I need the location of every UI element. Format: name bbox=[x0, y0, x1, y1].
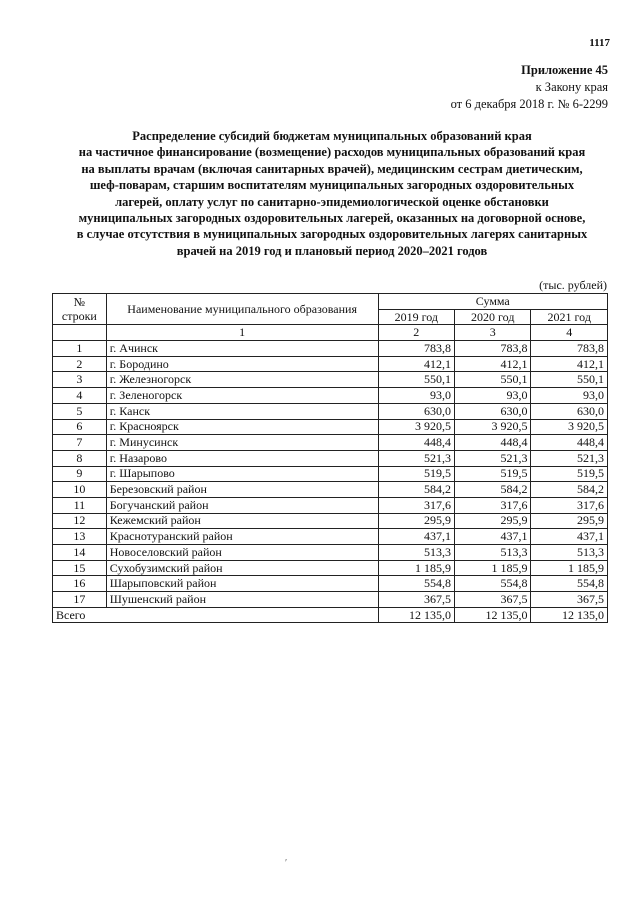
table-row bbox=[53, 356, 608, 372]
appendix-law: к Закону края bbox=[535, 80, 608, 94]
value-2021: 550,1 bbox=[531, 372, 608, 388]
value-2021: 448,4 bbox=[531, 435, 608, 451]
value-2020: 367,5 bbox=[455, 592, 531, 608]
value-2020: 295,9 bbox=[455, 513, 531, 529]
value-2021: 584,2 bbox=[531, 482, 608, 498]
municipality-name: Сухобузимский район bbox=[106, 560, 378, 576]
value-2021: 554,8 bbox=[531, 576, 608, 592]
value-2019: 437,1 bbox=[378, 529, 454, 545]
row-number: 4 bbox=[53, 388, 107, 404]
municipality-name: Краснотуранский район bbox=[106, 529, 378, 545]
row-number: 5 bbox=[53, 403, 107, 419]
value-2019: 584,2 bbox=[378, 482, 454, 498]
row-number: 8 bbox=[53, 450, 107, 466]
value-2019: 513,3 bbox=[378, 545, 454, 561]
table-row bbox=[53, 466, 608, 482]
table-row bbox=[53, 388, 608, 404]
row-number: 17 bbox=[53, 592, 107, 608]
value-2021: 521,3 bbox=[531, 450, 608, 466]
value-2021: 3 920,5 bbox=[531, 419, 608, 435]
municipality-name: г. Железногорск bbox=[106, 372, 378, 388]
table-row bbox=[53, 529, 608, 545]
header-year-2020: 2020 год bbox=[455, 309, 531, 325]
value-2019: 367,5 bbox=[378, 592, 454, 608]
title-line: муниципальных загородных оздоровительных лагерей, оказанных на договорной основе, bbox=[78, 211, 586, 226]
value-2020: 1 185,9 bbox=[455, 560, 531, 576]
municipality-name: г. Минусинск bbox=[106, 435, 378, 451]
value-2019: 448,4 bbox=[378, 435, 454, 451]
subsidy-table bbox=[52, 293, 608, 623]
value-2021: 367,5 bbox=[531, 592, 608, 608]
value-2021: 1 185,9 bbox=[531, 560, 608, 576]
column-index-cell: 2 bbox=[378, 325, 454, 341]
value-2021: 412,1 bbox=[531, 356, 608, 372]
municipality-name: Богучанский район bbox=[106, 497, 378, 513]
total-2019: 12 135,0 bbox=[378, 607, 454, 623]
value-2020: 630,0 bbox=[455, 403, 531, 419]
total-2021: 12 135,0 bbox=[531, 607, 608, 623]
value-2019: 295,9 bbox=[378, 513, 454, 529]
table-row bbox=[53, 450, 608, 466]
value-2020: 521,3 bbox=[455, 450, 531, 466]
row-number: 13 bbox=[53, 529, 107, 545]
value-2021: 783,8 bbox=[531, 341, 608, 357]
appendix-reference bbox=[451, 62, 608, 113]
value-2020: 584,2 bbox=[455, 482, 531, 498]
title-line: Распределение субсидий бюджетам муниципальных образований края bbox=[132, 129, 532, 143]
row-number: 15 bbox=[53, 560, 107, 576]
appendix-title: Приложение 45 bbox=[521, 63, 608, 77]
value-2019: 519,5 bbox=[378, 466, 454, 482]
table-row bbox=[53, 497, 608, 513]
row-number: 6 bbox=[53, 419, 107, 435]
municipality-name: г. Ачинск bbox=[106, 341, 378, 357]
value-2020: 437,1 bbox=[455, 529, 531, 545]
row-number: 16 bbox=[53, 576, 107, 592]
page-number: 1117 bbox=[589, 37, 610, 49]
title-line: врачей на 2019 год и плановый период 2020–2021 годов bbox=[176, 243, 488, 258]
table-row bbox=[53, 403, 608, 419]
municipality-name: г. Канск bbox=[106, 403, 378, 419]
table-row bbox=[53, 372, 608, 388]
municipality-name: Шарыповский район bbox=[106, 576, 378, 592]
total-2020: 12 135,0 bbox=[455, 607, 531, 623]
municipality-name: Шушенский район bbox=[106, 592, 378, 608]
table-row bbox=[53, 560, 608, 576]
municipality-name: г. Зеленогорск bbox=[106, 388, 378, 404]
value-2021: 437,1 bbox=[531, 529, 608, 545]
value-2021: 93,0 bbox=[531, 388, 608, 404]
column-index-cell: 3 bbox=[455, 325, 531, 341]
table-row bbox=[53, 419, 608, 435]
document-title bbox=[52, 128, 612, 259]
appendix-date: от 6 декабря 2018 г. № 6-2299 bbox=[450, 97, 608, 111]
value-2020: 412,1 bbox=[455, 356, 531, 372]
table-row bbox=[53, 592, 608, 608]
row-number: 14 bbox=[53, 545, 107, 561]
municipality-name: Березовский район bbox=[106, 482, 378, 498]
title-line: на частичное финансирование (возмещение) расходов муниципальных образований края bbox=[78, 145, 586, 160]
table-row bbox=[53, 341, 608, 357]
row-number: 11 bbox=[53, 497, 107, 513]
value-2020: 448,4 bbox=[455, 435, 531, 451]
title-line: шеф-поварам, старшим воспитателям муниципальных загородных оздоровительных bbox=[89, 178, 575, 193]
value-2019: 412,1 bbox=[378, 356, 454, 372]
value-2019: 554,8 bbox=[378, 576, 454, 592]
title-line: в случае отсутствия в муниципальных загородных оздоровительных лагерях санитарных bbox=[76, 227, 588, 242]
value-2019: 1 185,9 bbox=[378, 560, 454, 576]
value-2020: 93,0 bbox=[455, 388, 531, 404]
value-2021: 317,6 bbox=[531, 497, 608, 513]
table-row bbox=[53, 545, 608, 561]
value-2019: 317,6 bbox=[378, 497, 454, 513]
table-row bbox=[53, 482, 608, 498]
value-2020: 554,8 bbox=[455, 576, 531, 592]
value-2019: 3 920,5 bbox=[378, 419, 454, 435]
title-line: лагерей, оплату услуг по санитарно-эпидемиологической оценке обстановки bbox=[115, 194, 549, 209]
title-line: на выплаты врачам (включая санитарных врачей), медицинским сестрам диетическим, bbox=[81, 161, 583, 176]
header-year-2021: 2021 год bbox=[531, 309, 608, 325]
value-2020: 783,8 bbox=[455, 341, 531, 357]
value-2019: 550,1 bbox=[378, 372, 454, 388]
municipality-name: г. Бородино bbox=[106, 356, 378, 372]
row-number: 3 bbox=[53, 372, 107, 388]
column-index-cell: 1 bbox=[106, 325, 378, 341]
table-row bbox=[53, 576, 608, 592]
row-number: 10 bbox=[53, 482, 107, 498]
row-number: 2 bbox=[53, 356, 107, 372]
municipality-name: г. Красноярск bbox=[106, 419, 378, 435]
header-year-2019: 2019 год bbox=[378, 309, 454, 325]
value-2021: 295,9 bbox=[531, 513, 608, 529]
value-2021: 513,3 bbox=[531, 545, 608, 561]
value-2020: 513,3 bbox=[455, 545, 531, 561]
value-2019: 783,8 bbox=[378, 341, 454, 357]
value-2019: 93,0 bbox=[378, 388, 454, 404]
municipality-name: г. Шарыпово bbox=[106, 466, 378, 482]
units-label: (тыс. рублей) bbox=[539, 278, 607, 292]
row-number: 12 bbox=[53, 513, 107, 529]
total-row bbox=[53, 607, 608, 623]
row-number: 7 bbox=[53, 435, 107, 451]
municipality-name: Кежемский район bbox=[106, 513, 378, 529]
municipality-name: г. Назарово bbox=[106, 450, 378, 466]
value-2020: 519,5 bbox=[455, 466, 531, 482]
footer-mark: ʹ bbox=[285, 858, 288, 869]
table-row bbox=[53, 435, 608, 451]
total-label: Всего bbox=[53, 607, 379, 623]
value-2021: 630,0 bbox=[531, 403, 608, 419]
row-number: 1 bbox=[53, 341, 107, 357]
header-sum: Сумма bbox=[378, 294, 607, 310]
row-number: 9 bbox=[53, 466, 107, 482]
value-2019: 521,3 bbox=[378, 450, 454, 466]
value-2019: 630,0 bbox=[378, 403, 454, 419]
header-row-number: № строки bbox=[53, 294, 107, 325]
value-2020: 550,1 bbox=[455, 372, 531, 388]
value-2020: 317,6 bbox=[455, 497, 531, 513]
value-2021: 519,5 bbox=[531, 466, 608, 482]
table-row bbox=[53, 513, 608, 529]
column-index-cell bbox=[53, 325, 107, 341]
header-municipality-name: Наименование муниципального образования bbox=[106, 294, 378, 325]
column-index-cell: 4 bbox=[531, 325, 608, 341]
municipality-name: Новоселовский район bbox=[106, 545, 378, 561]
value-2020: 3 920,5 bbox=[455, 419, 531, 435]
